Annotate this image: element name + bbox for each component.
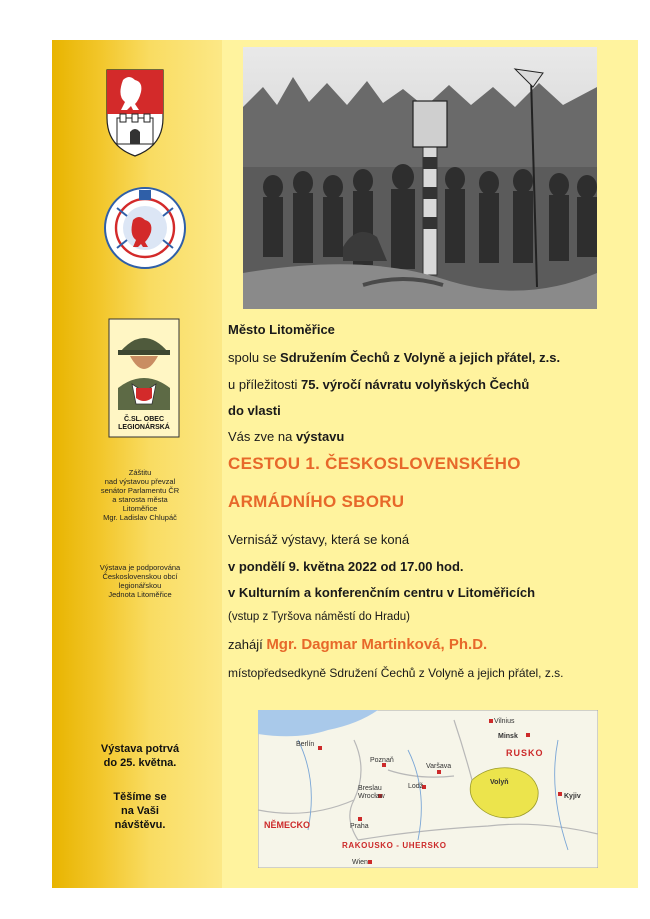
partner-line — [228, 350, 560, 365]
map-label-volyn: Volyň — [490, 779, 509, 786]
map-label-praha: Praha — [350, 823, 369, 830]
map-label-vilnius: Vilnius — [494, 718, 515, 725]
legion-caption-line: LEGIONÁRSKÁ — [118, 424, 170, 431]
closing-line: Těšíme se — [113, 791, 167, 803]
patronage-line: senátor Parlamentu ČR — [100, 486, 180, 495]
speaker-name: Mgr. Dagmar Martinková, Ph.D. — [266, 636, 488, 653]
duration-text — [70, 742, 210, 770]
patronage-line: nad výstavou převzal — [104, 477, 176, 486]
historic-map — [258, 710, 598, 868]
historic-photo — [243, 47, 597, 309]
map-label-nemecko: NĚMECKO — [264, 820, 311, 830]
map-label-lodz: Lodž — [408, 783, 424, 790]
exhibition-title-line-1: CESTOU 1. ČESKOSLOVENSKÉHO — [228, 454, 521, 473]
map-label-berlin: Berlín — [296, 741, 315, 748]
map-label-rusko: RUSKO — [506, 748, 544, 758]
occasion-prefix: u příležitosti — [228, 377, 301, 392]
map-label-wien: Wien — [352, 859, 368, 866]
duration-line: Výstava potrvá — [100, 743, 180, 755]
speaker-prefix: zahájí — [228, 637, 267, 652]
vernissage-line: Vernisáž výstavy, která se koná — [228, 532, 410, 547]
date-line: v pondělí 9. května 2022 od 17.00 hod. — [228, 559, 464, 574]
map-label-poznan: Poznaň — [370, 757, 394, 764]
duration-line: do 25. května. — [103, 757, 177, 769]
support-line: Československou obcí — [102, 572, 178, 581]
closing-line: na Vaši — [121, 805, 159, 817]
entrance-line: (vstup z Tyršova náměstí do Hradu) — [228, 611, 410, 623]
opening-speaker-line — [228, 636, 487, 653]
patronage-line: a starosta města — [112, 495, 168, 504]
invite-line — [228, 429, 344, 444]
closing-text — [70, 790, 210, 832]
patronage-line: Litoměřice — [122, 504, 158, 513]
support-text — [70, 563, 210, 599]
patronage-text — [70, 468, 210, 522]
organizer-line: Město Litoměřice — [228, 322, 335, 337]
map-label-rakousko-uhersko: RAKOUSKO - UHERSKO — [342, 841, 447, 850]
partner-prefix: spolu se — [228, 350, 281, 365]
invite-prefix: Vás zve na — [228, 429, 296, 444]
association-emblem-icon — [103, 186, 187, 270]
map-label-kyjiv: Kyjiv — [564, 793, 581, 800]
exhibition-title-line-2: ARMÁDNÍHO SBORU — [228, 492, 405, 511]
legion-caption-line: Č.SL. OBEC — [123, 416, 165, 423]
occasion-text: 75. výročí návratu volyňských Čechů — [300, 377, 530, 392]
occasion-line-end: do vlasti — [228, 403, 281, 418]
support-line: legionářskou — [118, 581, 162, 590]
support-line: Jednota Litoměřice — [108, 590, 172, 599]
venue-line: v Kulturním a konferenčním centru v Litoměřicích — [228, 585, 536, 600]
map-label-varsava: Varšava — [426, 763, 452, 770]
map-label-minsk: Minsk — [498, 733, 518, 740]
patronage-line: Záštitu — [128, 468, 152, 477]
speaker-role-line: místopředsedkyně Sdružení Čechů z Volyně a jejich přátel, z.s. — [228, 666, 564, 680]
closing-line: návštěvu. — [114, 819, 166, 831]
support-line: Výstava je podporována — [99, 563, 181, 572]
invite-bold: výstavu — [295, 429, 345, 444]
map-label-wroclaw: Wrocław — [358, 793, 385, 800]
map-label-breslau: Breslau — [358, 785, 382, 792]
legion-emblem-caption — [112, 416, 176, 432]
patronage-line: Mgr. Ladislav Chlupáč — [103, 513, 177, 522]
city-coat-of-arms-icon — [103, 66, 167, 158]
occasion-line — [228, 377, 529, 392]
partner-organization: Sdružením Čechů z Volyně a jejich přátel, z.s. — [280, 350, 561, 365]
